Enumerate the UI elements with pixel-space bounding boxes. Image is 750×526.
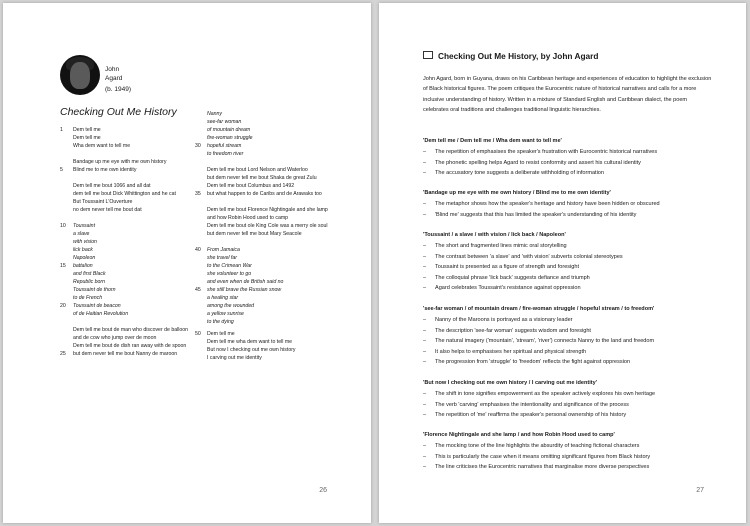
poem-line: and de cow who jump over de moon [73,335,157,341]
section-heading: 'Bandage up me eye with me own history / Blind me to me own identity' [423,190,611,196]
poem-line: Dem tell me bout 1066 and all dat [73,183,151,189]
author-name: John Agard [105,66,123,82]
line-number: 35 [195,191,201,197]
bullet-dash: – [423,285,427,291]
poem-line: she volunteer to go [207,271,252,277]
line-number: 40 [195,247,201,253]
line-number: 25 [60,351,66,357]
poem-line: but what happen to de Caribs and de Arawaks too [207,191,322,197]
poem-line: I carving out me identity [207,355,262,361]
bullet-item [423,201,660,207]
bullet-dash: – [423,264,427,270]
poem-line: she travel far [207,255,237,261]
section-heading: 'But now I checking out me own history / I carving out me identity' [423,380,597,386]
bullet-text: This is particularly the case when it means omitting significant figures from Black history [435,453,651,460]
poem-line: Toussaint de beacon [73,303,121,309]
poem-line: Blind me to me own identity [73,167,137,173]
bullet-text: The contrast between 'a slave' and 'with vision' subverts colonial stereotypes [435,253,623,260]
section-heading: 'Florence Nightingale and she lamp / and how Robin Hood used to camp' [423,432,615,438]
poem-line: Toussaint de thorn [73,287,116,293]
poem-line: among the wounded [207,303,255,309]
bullet-text: The repetition of emphasises the speaker's frustration with Eurocentric historical narratives [435,149,658,155]
poem-line: of mountain dream [207,127,251,133]
bullet-dash: – [423,338,427,344]
left-page [3,3,371,523]
poem-line: lick back [73,247,93,253]
poem-line: Dem tell me [207,331,235,337]
bullet-item [423,464,649,470]
poem-line: a slave [73,231,90,237]
bullet-dash: – [423,348,427,355]
bullet-item [423,338,654,344]
bullet-item [423,275,590,281]
bullet-text: The short and fragmented lines mimic oral storytelling [435,243,567,249]
poem-title: Checking Out Me History [60,106,177,118]
bullet-dash: – [423,170,427,176]
bullet-dash: – [423,211,427,218]
poem-line: but dem never tell me bout Shaka de great Zulu [207,175,317,181]
analysis-heading-text: Checking Out Me History, by John Agard [438,51,599,61]
bullet-item [423,349,586,355]
bullet-dash: – [423,443,427,449]
poem-line: with vision [73,239,97,245]
bullet-item [423,160,641,166]
bullet-item [423,243,567,249]
poem-line: Napoleon [73,255,96,261]
bullet-item [423,402,629,408]
bullet-text: It also helps to emphasises her spiritual and physical strength [435,348,587,355]
bullet-dash: – [423,253,427,260]
bullet-item [423,359,630,365]
book-icon [423,51,433,59]
poem-line: but dem never tell me bout Nanny de maroon [73,351,178,357]
intro-paragraph: John Agard, born in Guyana, draws on his Caribbean heritage and experiences of education to highlight the exclusion of Black historical figures. The poem critiques the Eurocentric nature of historical narratives and calls for a more inclusive understanding of history. Written in a mixture of Standard English and Caribbean dialect, the poem celebrates oral traditions and challenges traditional linguistic hierarchies. [423,76,712,113]
line-number: 50 [195,331,201,337]
bullet-text: The description 'see-far woman' suggests wisdom and foresight [435,327,591,334]
bullet-dash: – [423,317,427,323]
poem-line: battalion [73,263,93,269]
bullet-dash: – [423,327,427,334]
poem-line: no dem never tell me bout dat [73,207,142,213]
bullet-dash: – [423,412,427,418]
bullet-text: The colloquial phrase 'lick back' suggests defiance and triumph [435,274,590,281]
poem-line: to the Crimean War [207,263,252,269]
bullet-item [423,170,604,176]
right-page [379,3,746,523]
bullet-text: Nanny of the Maroons is portrayed as a visionary leader [435,317,573,323]
bullet-item [423,454,650,460]
bullet-item [423,443,639,449]
poem-line: dem tell me bout Dick Whittington and he cat [73,191,176,197]
bullet-item [423,317,573,323]
poem-line: Dem tell me [73,127,101,133]
poem-line: Toussaint [73,223,96,229]
poem-line: to de French [73,295,103,301]
poem-line: fire-woman struggle [207,135,253,141]
poem-line: Dem tell me [73,135,101,141]
bullet-text: Agard celebrates Toussaint's resistance against oppression [435,285,581,291]
bullet-dash: – [423,401,427,408]
poem-line: Dem tell me bout Columbus and 1492 [207,183,295,189]
poem-line: Dem tell me bout de man who discover de balloon [73,327,189,333]
poem-line: Republic born [73,279,106,285]
bullet-dash: – [423,243,427,249]
poem-line: But Toussaint L'Ouverture [73,199,133,205]
poem-line: a healing star [207,295,239,301]
poem-line: Dem tell me bout Lord Nelson and Waterloo [207,167,308,173]
poem-line: to freedom river [207,151,244,157]
author-portrait [60,55,100,95]
page-number-left: 26 [319,487,327,494]
poem-line: and even when de British said no [207,279,284,285]
poem-line: But now I checking out me own history [207,347,296,353]
poem-line: to the dying [207,319,234,325]
bullet-text: 'Blind me' suggests that this has limited the speaker's understanding of his identity [435,211,637,218]
page-number-right: 27 [696,487,704,494]
bullet-text: Toussaint is presented as a figure of strength and foresight [435,264,579,270]
author-dates: (b. 1949) [105,86,132,93]
poem-line: Nanny [207,111,222,117]
bullet-text: The mocking tone of the line highlights the absurdity of teaching fictional characters [435,443,640,449]
line-number: 30 [195,143,201,149]
bullet-dash: – [423,359,427,365]
poem-line: see-far woman [207,119,242,125]
poem-line: Dem tell me bout ole King Cole was a merry ole soul [207,223,328,229]
section-heading: 'see-far woman / of mountain dream / fire-woman struggle / hopeful stream / to freedom' [423,306,655,312]
poem-line: Dem tell me bout de dish ran away with de spoon [73,343,187,349]
bullet-item [423,391,655,397]
bullet-item [423,212,636,218]
poem-line: but dem never tell me bout Mary Seacole [207,231,302,237]
line-number: 20 [60,303,66,309]
line-number: 15 [60,263,66,269]
poem-line: she still brave the Russian snow [207,287,282,293]
bullet-text: The verb 'carving' emphasises the intentionality and significance of the process [435,401,629,408]
poem-line: and first Black [73,271,106,277]
bullet-dash: – [423,464,427,470]
poem-line: From Jamaica [207,247,240,253]
bullet-item [423,149,657,155]
bullet-item [423,412,626,418]
bullet-dash: – [423,453,427,460]
bullet-text: The accusatory tone suggests a deliberate withholding of information [435,170,604,176]
poem-line: Dem tell me wha dem want to tell me [207,339,293,345]
bullet-dash: – [423,159,427,166]
bullet-item [423,264,579,270]
bullet-dash: – [423,391,427,397]
bullet-dash: – [423,201,427,207]
bullet-dash: – [423,149,427,155]
poem-line: hopeful stream [207,143,242,149]
author-info [105,65,135,94]
poem-line: Wha dem want to tell me [73,143,131,149]
bullet-item [423,285,581,291]
line-number: 5 [60,167,63,173]
poem-line: Dem tell me bout Florence Nightingale and she lamp [207,207,328,213]
bullet-item [423,254,623,260]
bullet-text: The line criticises the Eurocentric narratives that marginalise more diverse perspectives [435,464,650,470]
poem-line: Bandage up me eye with me own history [73,159,167,165]
line-number: 10 [60,223,66,229]
bullet-dash: – [423,274,427,281]
bullet-text: The phonetic spelling helps Agard to resist conformity and assert his cultural identity [435,159,641,166]
poem-line: a yellow sunrise [207,311,244,317]
section-heading: 'Dem tell me / Dem tell me / Wha dem want to tell me' [423,138,562,144]
bullet-text: The shift in tone signifies empowerment as the speaker actively explores his own heritage [435,391,656,397]
bullet-item [423,328,591,334]
bullet-text: The progression from 'struggle' to 'freedom' reflects the fight against oppression [435,359,631,365]
line-number: 45 [195,287,201,293]
bullet-text: The metaphor shows how the speaker's heritage and history have been hidden or obscured [435,201,660,207]
poem-line: of de Haitian Revolution [73,311,129,317]
line-number: 1 [60,127,63,133]
bullet-text: The natural imagery ('mountain', 'stream', 'river') connects Nanny to the land and freedom [435,338,655,344]
analysis-heading [423,51,598,61]
poem-line: and how Robin Hood used to camp [207,215,289,221]
section-heading: 'Toussaint / a slave / with vision / lick back / Napoleon' [423,232,566,238]
bullet-text: The repetition of 'me' reaffirms the speaker's personal ownership of his history [435,412,627,418]
